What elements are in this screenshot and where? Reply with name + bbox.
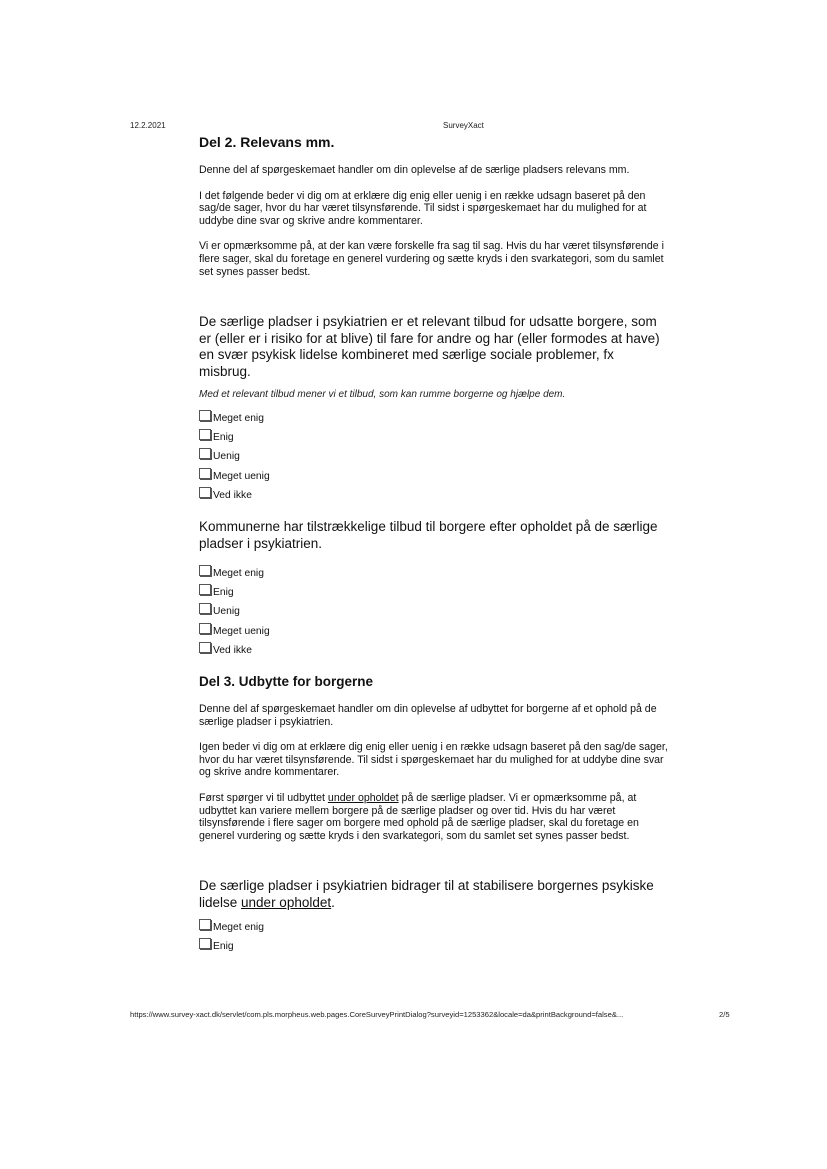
option-label: Enig: [213, 431, 234, 443]
checkbox[interactable]: [199, 468, 211, 479]
question-stabilise-emphasis: under opholdet: [241, 894, 332, 910]
option-label: Meget enig: [213, 567, 264, 579]
option-ved-ikke[interactable]: [199, 482, 669, 501]
option-uenig[interactable]: [199, 598, 669, 617]
checkbox[interactable]: [199, 584, 211, 595]
survey-content: [199, 134, 669, 970]
option-meget-enig[interactable]: [199, 404, 669, 423]
print-title: SurveyXact: [443, 121, 484, 130]
question-stabilise: [199, 878, 669, 911]
option-enig[interactable]: [199, 579, 669, 598]
option-label: Meget uenig: [213, 625, 270, 637]
option-meget-uenig[interactable]: [199, 462, 669, 481]
question-relevance: De særlige pladser i psykiatrien er et relevant tilbud for udsatte borgere, som er (eller er i risiko for at blive) til fare for andre og har (eller formodes at have) en svær psykisk lidelse kombineret med særlige sociale problemer, fx misbrug.: [199, 314, 660, 379]
checkbox[interactable]: [199, 487, 211, 498]
section-3-note: [199, 792, 669, 842]
checkbox[interactable]: [199, 603, 211, 614]
section-2-intro: Denne del af spørgeskemaet handler om din oplevelse af de særlige pladsers relevans mm.: [199, 164, 630, 176]
question-relevance-hint: Med et relevant tilbud mener vi et tilbud, som kan rumme borgerne og hjælpe dem.: [199, 389, 566, 401]
option-meget-enig[interactable]: [199, 559, 669, 578]
section-2-heading: Del 2. Relevans mm.: [199, 134, 335, 150]
section-3-note-start: Først spørger vi til udbyttet: [199, 792, 328, 805]
question-relevance-options: [199, 404, 669, 501]
section-3-instructions: Igen beder vi dig om at erklære dig enig eller uenig i en række udsagn baseret på den sag/de sager, hvor du har været tilsynsførende. Til sidst i spørgeskemaet har du mulighed for at uddybe dine svar og skrive andre kommentarer.: [199, 741, 668, 779]
checkbox[interactable]: [199, 938, 211, 949]
checkbox[interactable]: [199, 623, 211, 634]
option-enig[interactable]: [199, 933, 669, 952]
section-3-heading: Del 3. Udbytte for borgerne: [199, 674, 374, 690]
option-meget-enig[interactable]: [199, 913, 669, 932]
checkbox[interactable]: [199, 448, 211, 459]
option-label: Meget uenig: [213, 470, 270, 482]
print-url: https://www.survey-xact.dk/servlet/com.pls.morpheus.web.pages.CoreSurveyPrintDialog?surveyid=1253362&locale=da&printBackground=false&...: [130, 1010, 624, 1019]
section-3-note-end: på de særlige pladser. Vi er opmærksomme på, at udbyttet kan variere mellem borgere på de særlige pladser og over tid. Hvis du har været tilsynsførende i flere sager om borgere med ophold på de særlige pladser, skal du foretage en generel vurdering og sætte kryds i den svarkategori, som du samlet set synes passer bedst.: [199, 792, 639, 842]
question-stabilise-options: [199, 913, 669, 952]
section-3-note-emphasis: under opholdet: [327, 792, 399, 805]
option-uenig[interactable]: [199, 443, 669, 462]
checkbox[interactable]: [199, 565, 211, 576]
section-2-note: Vi er opmærksomme på, at der kan være forskelle fra sag til sag. Hvis du har været tilsynsførende i flere sager, skal du foretage en generel vurdering og sætte kryds i den svarkategori, som du samlet set synes passer bedst.: [199, 240, 664, 278]
checkbox[interactable]: [199, 642, 211, 653]
checkbox[interactable]: [199, 410, 211, 421]
option-label: Uenig: [213, 606, 240, 618]
question-municipal-offers-options: [199, 559, 669, 656]
question-stabilise-end: .: [331, 894, 335, 910]
section-3-intro: Denne del af spørgeskemaet handler om din oplevelse af udbyttet for borgerne af et ophold på de særlige pladser i psykiatrien.: [199, 703, 657, 728]
checkbox[interactable]: [199, 919, 211, 930]
option-label: Meget enig: [213, 921, 264, 933]
print-date: 12.2.2021: [130, 121, 166, 130]
option-label: Uenig: [213, 451, 240, 463]
option-label: Ved ikke: [213, 645, 252, 657]
checkbox[interactable]: [199, 429, 211, 440]
option-enig[interactable]: [199, 424, 669, 443]
question-stabilise-start: De særlige pladser i psykiatrien bidrager til at stabilisere borgernes psykiske lidelse: [199, 878, 654, 910]
section-2-instructions: I det følgende beder vi dig om at erklære dig enig eller uenig i en række udsagn baseret på den sag/de sager, hvor du har været tilsynsførende. Til sidst i spørgeskemaet har du mulighed for at uddybe dine svar og skrive andre kommentarer.: [199, 189, 647, 227]
question-municipal-offers: Kommunerne har tilstrækkelige tilbud til borgere efter opholdet på de særlige pladser i psykiatrien.: [199, 519, 658, 551]
option-label: Enig: [213, 941, 234, 953]
option-ved-ikke[interactable]: [199, 637, 669, 656]
option-label: Meget enig: [213, 412, 264, 424]
option-label: Enig: [213, 586, 234, 598]
page-number: 2/5: [719, 1010, 730, 1019]
option-meget-uenig[interactable]: [199, 617, 669, 636]
option-label: Ved ikke: [213, 490, 252, 502]
